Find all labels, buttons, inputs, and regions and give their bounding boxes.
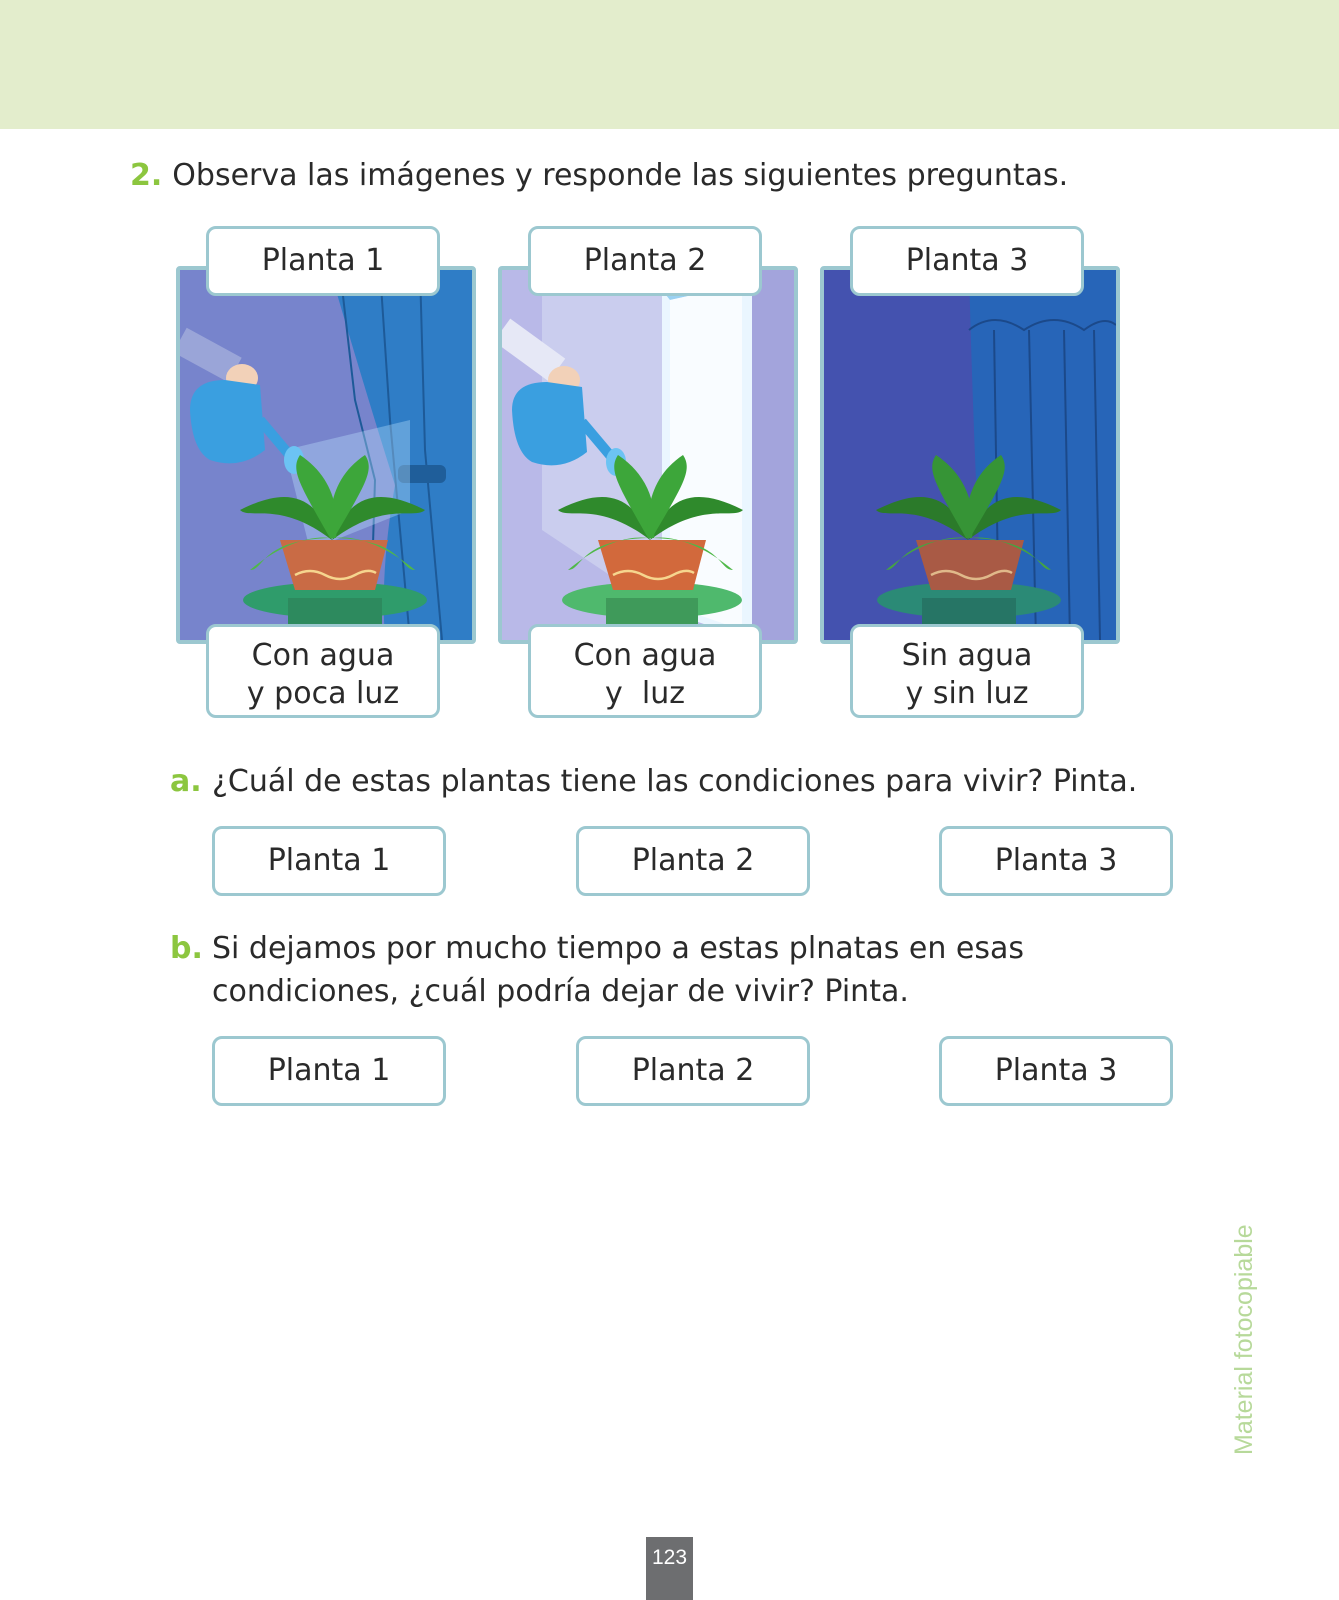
question-a-option-planta-1[interactable]: Planta 1: [212, 826, 446, 896]
plant-1-condition: [206, 624, 440, 718]
question-b-letter: b.: [170, 931, 203, 966]
question-a-option-planta-2[interactable]: Planta 2: [576, 826, 810, 896]
question-b-text-line-2: condiciones, ¿cuál podría dejar de vivir? Pinta.: [212, 974, 909, 1009]
question-b-option-planta-3[interactable]: Planta 3: [939, 1036, 1173, 1106]
question-b: [170, 927, 1024, 1013]
page-number: 123: [646, 1537, 693, 1600]
question-text: Observa las imágenes y responde las siguientes preguntas.: [172, 158, 1069, 193]
plant-2-condition: [528, 624, 762, 718]
question-a-text: ¿Cuál de estas plantas tiene las condiciones para vivir? Pinta.: [212, 764, 1138, 799]
plant-1-title: Planta 1: [206, 226, 440, 296]
plant-3-condition-line-1: Sin agua: [901, 638, 1033, 673]
plant-3-card: [820, 226, 1120, 721]
question-a-option-planta-3[interactable]: Planta 3: [939, 826, 1173, 896]
plant-2-card: [498, 226, 798, 721]
question-b-text-line-1: Si dejamos por mucho tiempo a estas plnatas en esas: [212, 931, 1025, 966]
question-number: 2.: [130, 158, 163, 193]
plant-3-title: Planta 3: [850, 226, 1084, 296]
question-a: [170, 760, 1137, 803]
header-band: [0, 0, 1339, 129]
question-a-letter: a.: [170, 764, 202, 799]
plant-2-condition-line-2: y luz: [605, 676, 685, 711]
plant-2-illustration: [498, 266, 798, 644]
plant-1-condition-line-2: y poca luz: [246, 676, 400, 711]
plant-1-condition-line-1: Con agua: [251, 638, 395, 673]
question-2-title: [130, 158, 1068, 193]
plant-2-condition-line-1: Con agua: [573, 638, 717, 673]
plant-2-title: Planta 2: [528, 226, 762, 296]
plant-3-condition: [850, 624, 1084, 718]
plant-3-illustration: [820, 266, 1120, 644]
side-label: Material fotocopiable: [1230, 1224, 1258, 1455]
question-b-option-planta-1[interactable]: Planta 1: [212, 1036, 446, 1106]
question-b-option-planta-2[interactable]: Planta 2: [576, 1036, 810, 1106]
plant-1-card: [176, 226, 476, 721]
plant-3-condition-line-2: y sin luz: [905, 676, 1029, 711]
plant-1-illustration: [176, 266, 476, 644]
